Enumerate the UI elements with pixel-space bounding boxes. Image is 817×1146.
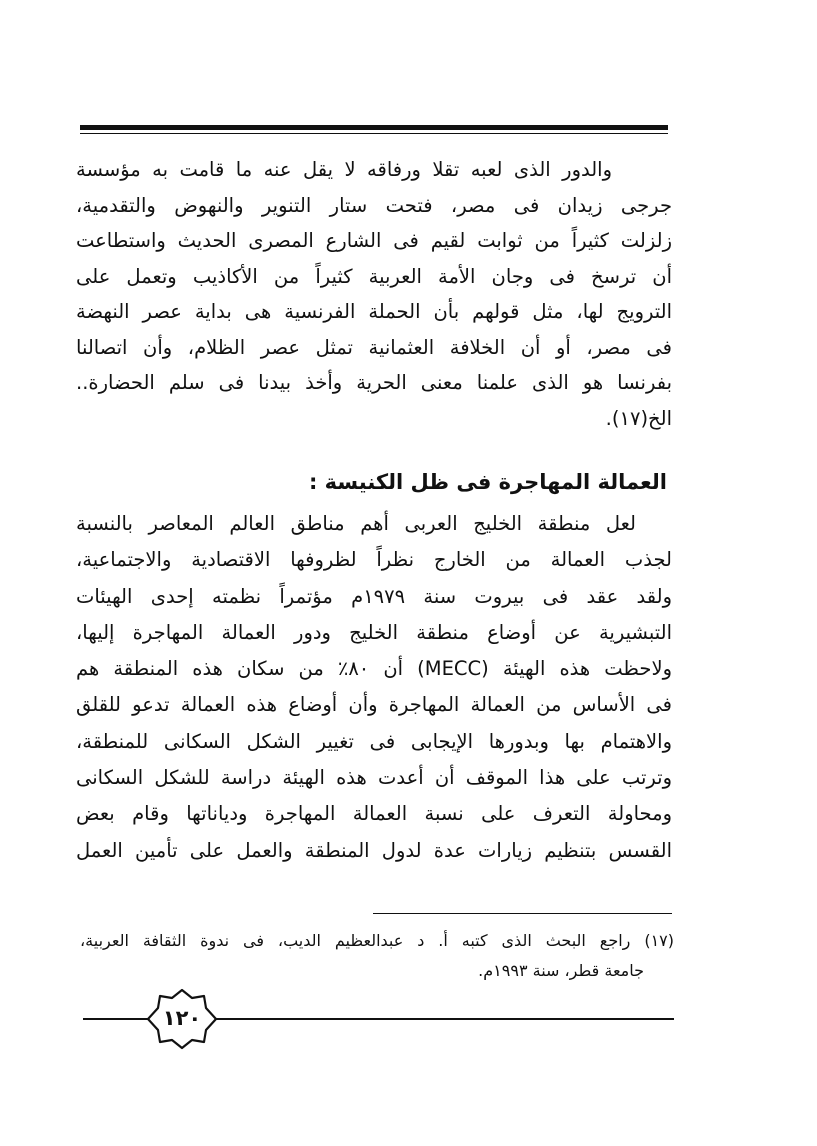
header-rule-thin [80, 133, 668, 134]
text-line: أن ترسخ فى وجان الأمة العربية كثيراً من الأكاذيب وتعمل على [76, 264, 672, 288]
text-line: الترويج لها، مثل قولهم بأن الحملة الفرنسية هى بداية عصر النهضة [76, 300, 672, 323]
text-line: ولاحظت هذه الهيئة (MECC) أن ٨٠٪ من سكان هذه المنطقة هم [76, 657, 672, 681]
text-line: وترتب على هذا الموقف أن أعدت هذه الهيئة دراسة للشكل السكانى [76, 766, 672, 790]
footnote-line: جامعة قطر، سنة ١٩٩٣م. [478, 961, 644, 980]
footnote-separator [373, 913, 672, 914]
text-line: والدور الذى لعبه تقلا ورفاقه لا يقل عنه ما قامت به مؤسسة [76, 158, 612, 181]
footer-rule-left [83, 1018, 151, 1020]
paragraph-2 [76, 506, 672, 869]
text-line: ومحاولة التعرف على نسبة العمالة المهاجرة ودياناتها وقام بعض [76, 802, 672, 826]
text-line: التبشيرية عن أوضاع منطقة الخليج ودور العمالة المهاجرة إليها، [76, 620, 672, 644]
text-line: جرجى زيدان فى مصر، فتحت ستار التنوير والنهوض والتقدمية، [76, 193, 672, 217]
text-line: زلزلت كثيراً من ثوابت لقيم فى الشارع المصرى الحديث واستطاعت [76, 229, 672, 252]
page-number-badge [146, 988, 218, 1050]
text-line: لعل منطقة الخليج العربى أهم مناطق العالم المعاصر بالنسبة [76, 512, 636, 535]
text-line: القسس بتنظيم زيارات عدة لدول المنطقة والعمل على تأمين العمل [76, 838, 672, 862]
footnote [80, 926, 674, 986]
footer-rule-right [216, 1018, 674, 1020]
text-line: ولقد عقد فى بيروت سنة ١٩٧٩م مؤتمراً نظمته إحدى الهيئات [76, 584, 672, 608]
text-line: والاهتمام بها وبدورها الإيجابى فى تغيير الشكل السكانى للمنطقة، [76, 729, 672, 753]
footnote-line: (١٧) راجع البحث الذى كتبه أ. د عبدالعظيم الديب، فى ندوة الثقافة العربية، [80, 931, 674, 950]
page-number: ١٢٠ [162, 1006, 202, 1030]
text-line: فى الأساس من العمالة المهاجرة وأن أوضاع هذه العمالة تدعو للقلق [76, 693, 672, 717]
text-line: الخ(١٧). [605, 406, 672, 430]
text-line: فى مصر، أو أن الخلافة العثمانية تمثل عصر الظلام، وأن اتصالنا [76, 335, 672, 359]
text-line: بفرنسا هو الذى علمنا معنى الحرية وأخذ بيدنا فى سلم الحضارة.. [76, 371, 672, 394]
text-line: لجذب العمالة من الخارج نظراً لظروفها الاقتصادية والاجتماعية، [76, 548, 672, 572]
paragraph-1 [76, 152, 672, 436]
header-rule-thick [80, 125, 668, 130]
section-heading: العمالة المهاجرة فى ظل الكنيسة : [308, 470, 667, 494]
